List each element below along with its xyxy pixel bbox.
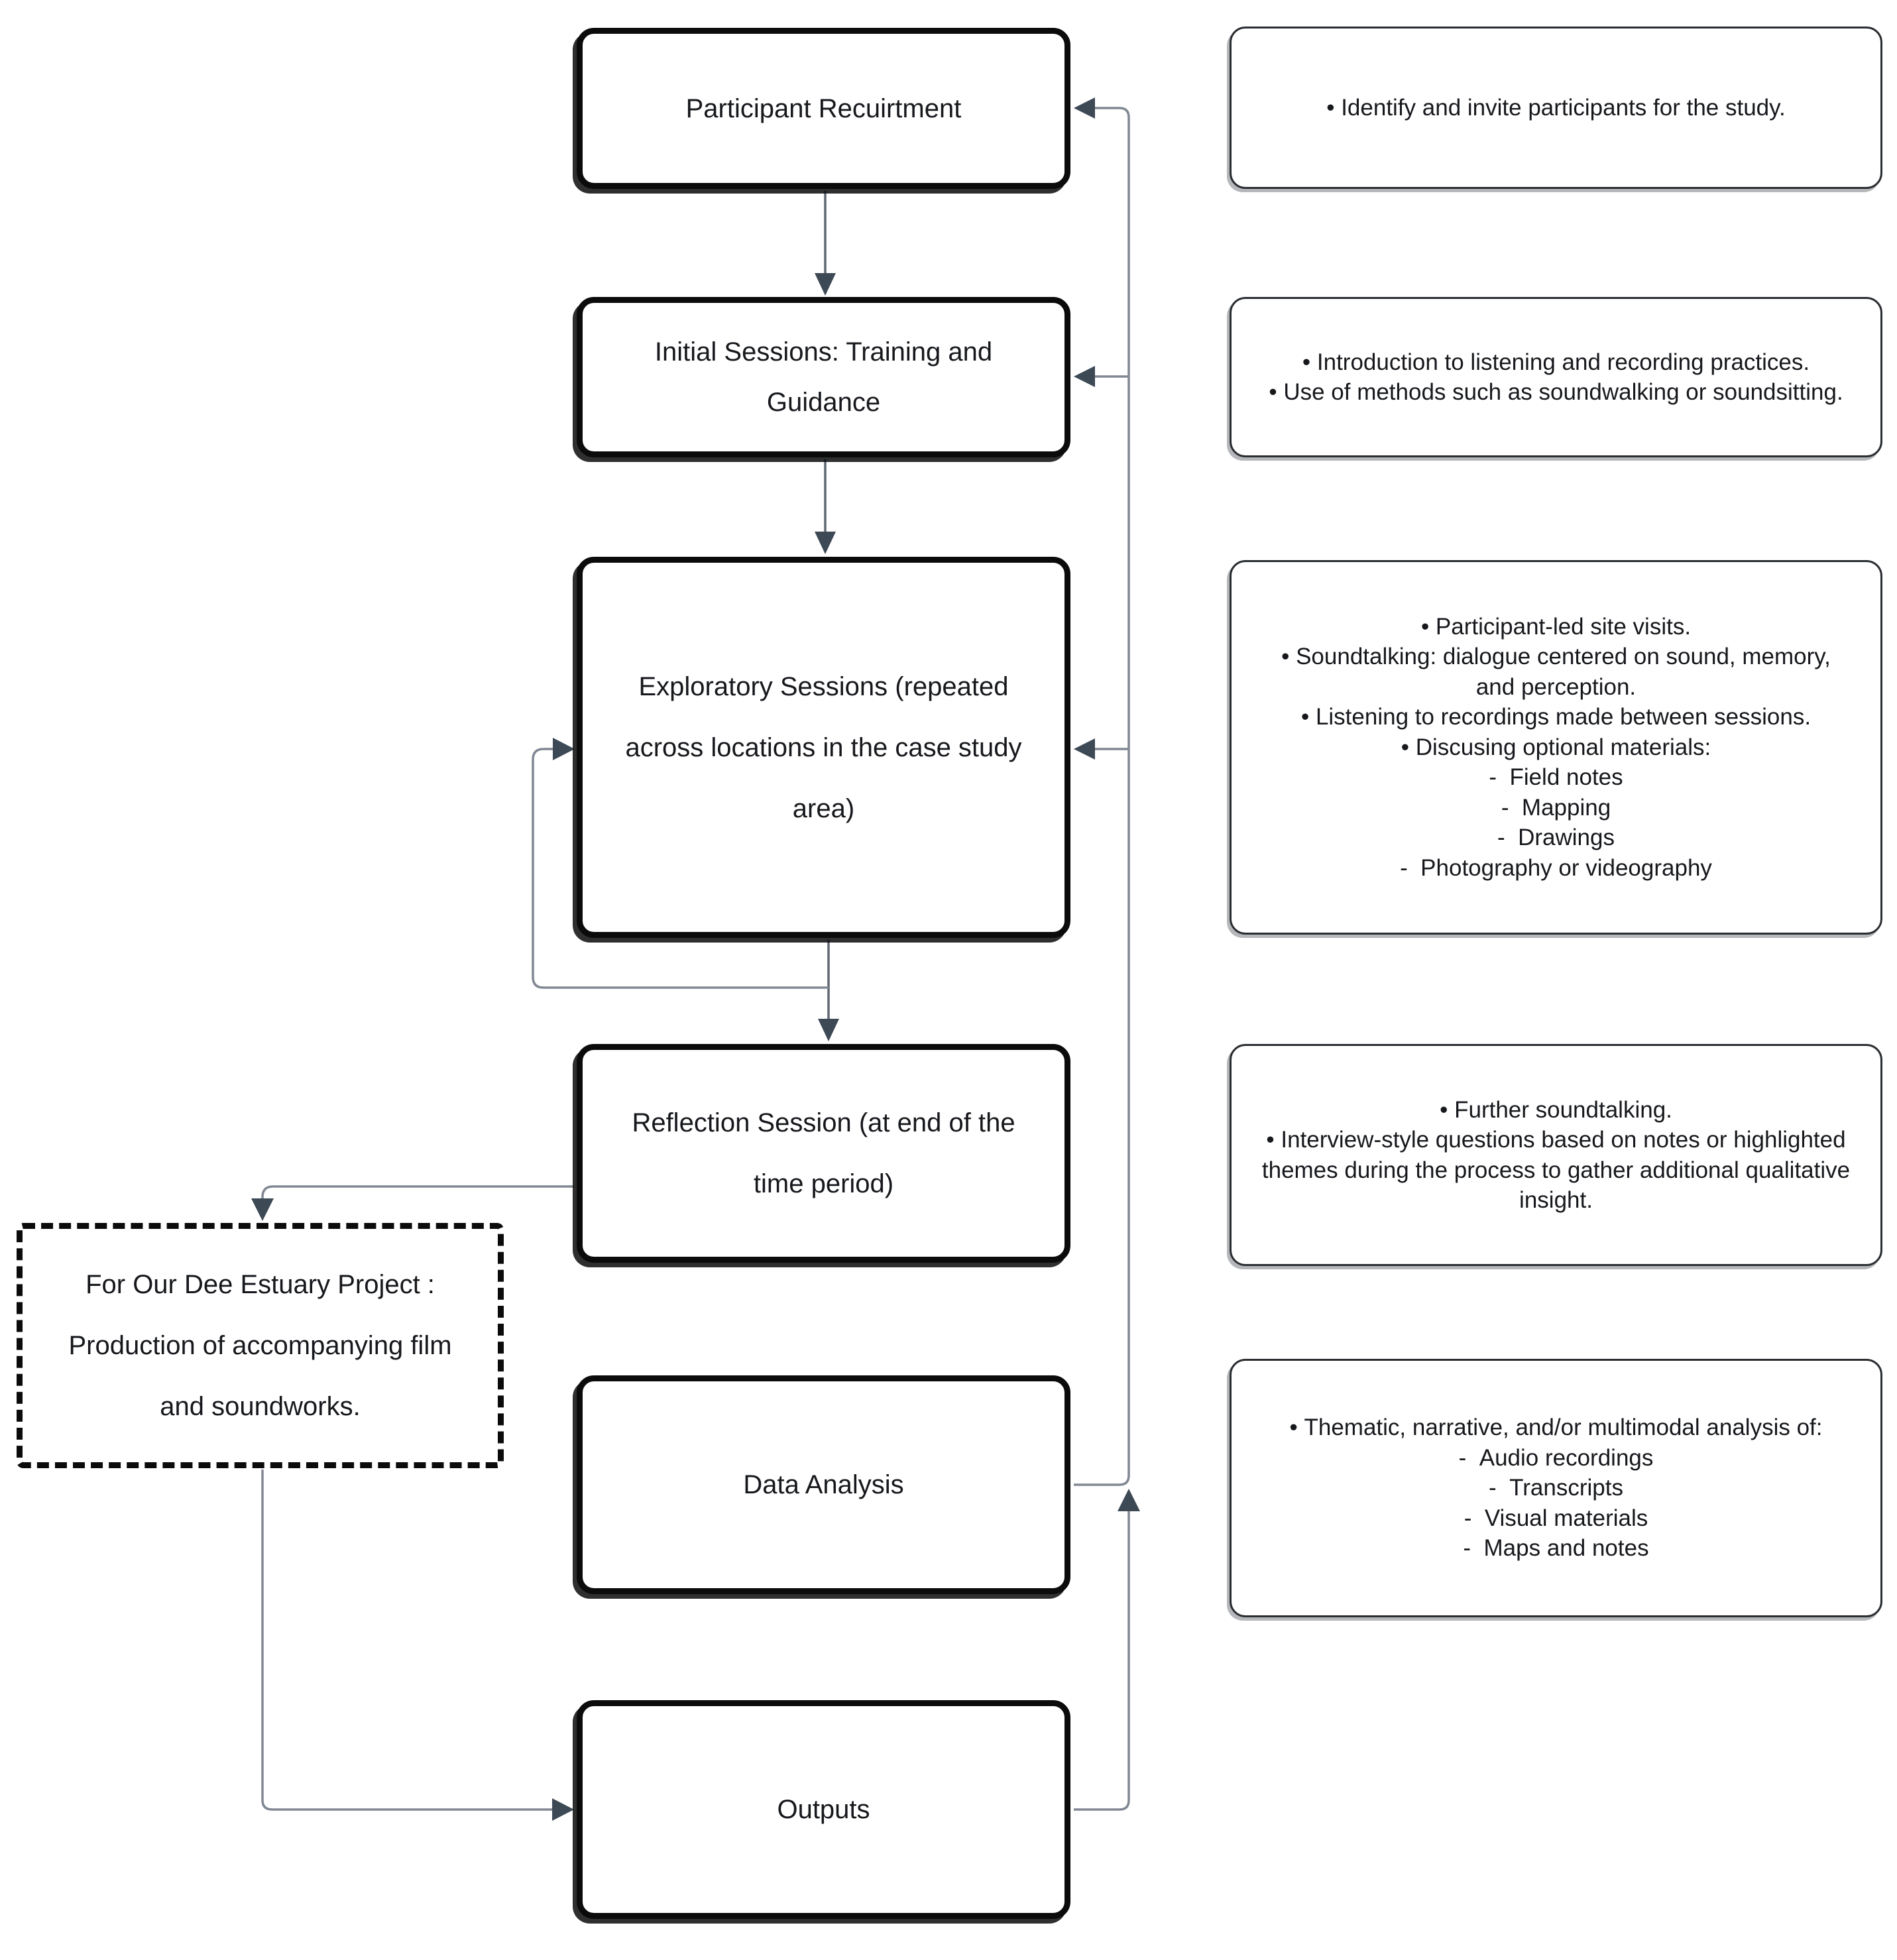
annotation-initial-sessions: [1230, 297, 1882, 457]
annotation-reflection-session: [1230, 1044, 1882, 1266]
annotation-line: • Listening to recordings made between sessions.: [1261, 702, 1851, 732]
annotation-line: • Participant-led site visits.: [1261, 612, 1851, 642]
annotation-subline: - Visual materials: [1261, 1503, 1851, 1534]
node-label: Exploratory Sessions (repeated across locations in the case study area): [625, 671, 1022, 823]
annotation-line: • Discusing optional materials:: [1261, 732, 1851, 763]
annotation-subline: - Mapping: [1261, 793, 1851, 823]
annotation-data-analysis: [1230, 1359, 1882, 1617]
arrow-exploratory-to-reflection: [818, 940, 839, 1041]
annotation-subline: - Photography or videography: [1261, 853, 1851, 884]
annotation-line: • Introduction to listening and recording practices.: [1261, 347, 1851, 378]
annotation-subline: - Field notes: [1261, 762, 1851, 793]
node-participant-recruitment: [577, 28, 1070, 189]
annotation-subline: - Audio recordings: [1261, 1443, 1851, 1473]
node-outputs: [577, 1700, 1070, 1919]
node-exploratory-sessions: [577, 557, 1070, 938]
arrow-initial-to-exploratory: [815, 459, 836, 554]
annotation-subline: - Maps and notes: [1261, 1533, 1851, 1564]
annotation-participant-recruitment: [1230, 27, 1882, 189]
annotation-subline: - Drawings: [1261, 823, 1851, 853]
annotation-line: • Thematic, narrative, and/or multimodal analysis of:: [1261, 1412, 1851, 1443]
annotation-line: • Soundtalking: dialogue centered on sound, memory, and perception.: [1261, 642, 1851, 702]
arrow-outputs-to-spine: [1074, 1489, 1140, 1810]
node-data-analysis: [577, 1375, 1070, 1594]
node-label: Participant Recuirtment: [685, 93, 962, 123]
side-note-label: For Our Dee Estuary Project : Production of accompanying film and soundworks.: [68, 1270, 452, 1421]
arrow-reflection-to-side-note: [251, 1186, 574, 1221]
annotation-line: • Identify and invite participants for the study.: [1261, 93, 1851, 123]
annotation-line: • Use of methods such as soundwalking or soundsitting.: [1261, 377, 1851, 408]
node-label: Initial Sessions: Training and Guidance: [654, 337, 993, 417]
arrow-participant-to-initial: [815, 191, 836, 296]
node-label: Reflection Session (at end of the time period): [632, 1108, 1015, 1198]
side-note-dee-estuary: [17, 1223, 504, 1468]
annotation-exploratory-sessions: [1230, 560, 1882, 935]
annotation-subline: - Transcripts: [1261, 1473, 1851, 1503]
node-label: Data Analysis: [743, 1470, 904, 1499]
node-reflection-session: [577, 1044, 1070, 1263]
annotation-line: • Interview-style questions based on notes or highlighted themes during the process to gather additional qualitative insight.: [1261, 1125, 1851, 1216]
arrow-side-note-to-outputs: [262, 1470, 574, 1821]
node-label: Outputs: [777, 1795, 870, 1824]
node-initial-sessions: [577, 297, 1070, 457]
feedback-spine: [1074, 97, 1129, 1485]
annotation-line: • Further soundtalking.: [1261, 1095, 1851, 1125]
